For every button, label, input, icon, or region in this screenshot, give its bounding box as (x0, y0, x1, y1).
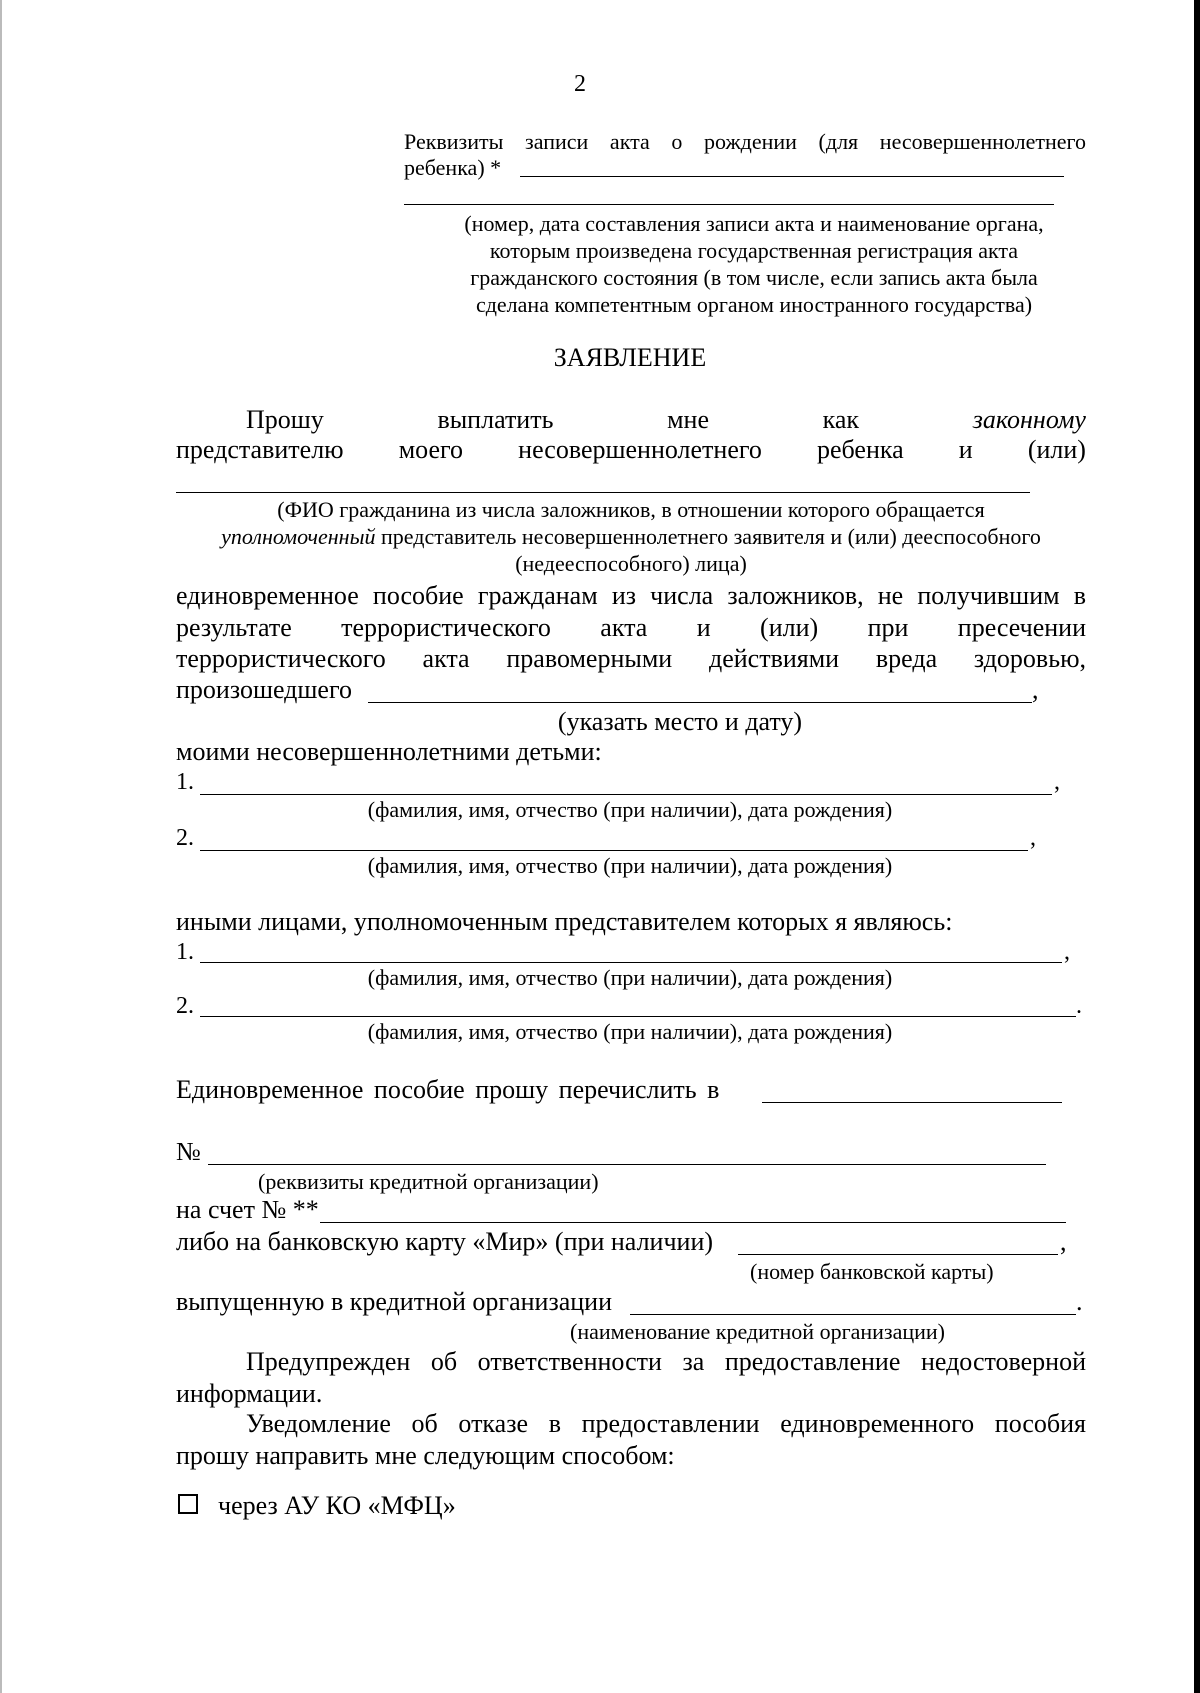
other-1-hint: (фамилия, имя, отчество (при наличии), дата рождения) (367, 965, 893, 990)
other-2-num: 2. (176, 993, 194, 1019)
birth-record-field-2[interactable] (404, 204, 1054, 205)
birth-record-hint-4: сделана компетентным органом иностранного государства) (475, 292, 1033, 317)
child-1-field[interactable] (200, 794, 1052, 795)
page-number: 2 (574, 71, 586, 97)
other-1-num: 1. (176, 939, 194, 965)
page-title: ЗАЯВЛЕНИЕ (553, 343, 707, 372)
birth-record-hint-1: (номер, дата составления записи акта и наименование органа, (464, 211, 1044, 236)
word: мне (667, 405, 709, 434)
child-2-field[interactable] (200, 850, 1028, 851)
fio-hint-1: (ФИО гражданина из числа заложников, в отношении которого обращается (277, 497, 985, 522)
account-label: на счет № ** (176, 1195, 319, 1224)
word: (или) (1027, 435, 1086, 464)
word: Прошу (246, 405, 324, 434)
child-2-num: 2. (176, 825, 194, 851)
word: акта (600, 613, 648, 642)
word: террористического (341, 613, 551, 642)
others-label: иными лицами, уполномоченным представителем которых я являюсь: (176, 907, 953, 936)
other-1-field[interactable] (200, 962, 1062, 963)
word: выплатить (437, 405, 554, 434)
word: и (958, 435, 973, 464)
body-line-4-label: произошедшего (176, 675, 352, 704)
child-1-end: , (1054, 769, 1060, 795)
child-1-num: 1. (176, 769, 194, 795)
body-line-4-end: , (1032, 675, 1039, 704)
word: пресечении (957, 613, 1086, 642)
fio-hint-2 (176, 523, 1086, 550)
notice-line-1: Уведомление об отказе в предоставлении единовременного пособия (246, 1409, 1086, 1438)
bank-hint: (реквизиты кредитной организации) (258, 1169, 599, 1194)
body-line-3 (176, 643, 1086, 674)
fio-field[interactable] (176, 492, 1030, 493)
other-2-field[interactable] (200, 1016, 1076, 1017)
transfer-label: Единовременное пособие прошу перечислить в (176, 1075, 720, 1104)
mfc-option-label: через АУ КО «МФЦ» (218, 1491, 456, 1520)
request-line-2 (176, 434, 1086, 465)
body-line-2 (176, 612, 1086, 643)
fio-hint-rest: представитель несовершеннолетнего заявителя и (или) дееспособного (375, 524, 1041, 549)
request-line-1 (246, 404, 1086, 435)
word: как (822, 405, 860, 434)
place-date-hint: (указать место и дату) (557, 707, 803, 736)
word: при (867, 613, 909, 642)
word: террористического (176, 644, 386, 673)
word: здоровью, (973, 644, 1086, 673)
birth-record-hint-2: которым произведена государственная регистрация акта (489, 238, 1019, 263)
mfc-checkbox[interactable] (178, 1494, 198, 1514)
birth-record-line2: ребенка) * (404, 155, 502, 180)
word: несовершеннолетнего (518, 435, 762, 464)
word: вреда (875, 644, 938, 673)
body-line-1: единовременное пособие гражданам из числа заложников, не получившим в (176, 581, 1086, 610)
card-field[interactable] (738, 1254, 1058, 1255)
issued-label: выпущенную в кредитной организации (176, 1287, 612, 1316)
bank-field[interactable] (762, 1102, 1062, 1103)
word: и (696, 613, 711, 642)
warning-line-2: информации. (176, 1379, 323, 1408)
birth-record-field[interactable] (520, 176, 1064, 177)
word: правомерными (506, 644, 673, 673)
other-2-end: . (1076, 993, 1082, 1019)
word: представителю (176, 435, 344, 464)
card-label: либо на банковскую карту «Мир» (при наличии) (176, 1227, 714, 1256)
account-field[interactable] (320, 1222, 1066, 1223)
fio-hint-3: (недееспособного) лица) (515, 551, 747, 576)
page-edge-right (1194, 0, 1200, 1693)
birth-record-hint-3: гражданского состояния (в том числе, если запись акта была (470, 265, 1038, 290)
other-1-end: , (1064, 939, 1070, 965)
card-hint: (номер банковской карты) (750, 1259, 994, 1284)
word: ребенка (817, 435, 904, 464)
word: действиями (708, 644, 840, 673)
issued-end: . (1076, 1287, 1083, 1316)
child-1-hint: (фамилия, имя, отчество (при наличии), дата рождения) (367, 797, 893, 822)
other-2-hint: (фамилия, имя, отчество (при наличии), дата рождения) (367, 1019, 893, 1044)
warning-line-1: Предупрежден об ответственности за предоставление недостоверной (246, 1347, 1086, 1376)
fio-hint-italic: уполномоченный (221, 524, 376, 549)
issued-hint: (наименование кредитной организации) (570, 1319, 945, 1344)
word: результате (176, 613, 292, 642)
page-edge-left (0, 0, 2, 1693)
bank-details-field[interactable] (208, 1164, 1046, 1165)
issued-field[interactable] (630, 1314, 1076, 1315)
word: законному (972, 405, 1086, 434)
child-2-hint: (фамилия, имя, отчество (при наличии), дата рождения) (367, 853, 893, 878)
children-label: моими несовершеннолетними детьми: (176, 737, 602, 766)
child-2-end: , (1030, 825, 1036, 851)
word: моего (398, 435, 464, 464)
word: акта (422, 644, 470, 673)
number-sign: № (176, 1137, 201, 1166)
word: (или) (760, 613, 819, 642)
notice-line-2: прошу направить мне следующим способом: (176, 1441, 675, 1470)
birth-record-line1: Реквизиты записи акта о рождении (для несовершеннолетнего (404, 129, 1086, 154)
place-date-field[interactable] (368, 702, 1032, 703)
card-end: , (1060, 1227, 1067, 1256)
